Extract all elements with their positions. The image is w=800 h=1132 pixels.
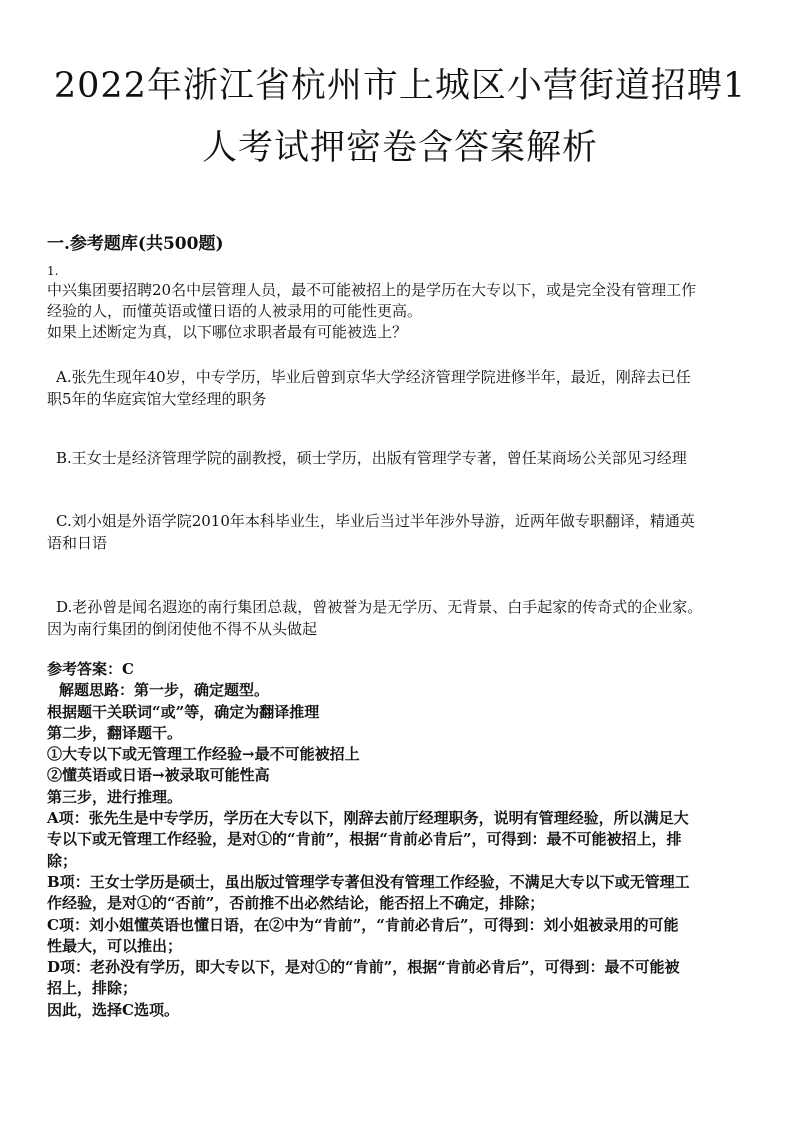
option-a-line: A.张先生现年40岁，中专学历，毕业后曾到京华大学经济管理学院进修半年，最近，刚辞去已任 [56,368,691,386]
answer-line: ①大专以下或无管理工作经验→最不可能被招上 [47,745,360,764]
option-b [47,447,766,469]
option-c-line: C.刘小姐是外语学院2010年本科毕业生，毕业后当过半年涉外导游，近两年做专职翻译，精通英 [56,512,695,530]
question-stem-line: 经验的人，而懂英语或懂日语的人被录用的可能性更高。 [47,302,423,320]
answer-line: B项：王女士学历是硕士，虽出版过管理学专著但没有管理工作经验，不满足大专以下或无管理工 [47,872,690,891]
option-d-line: 因为南行集团的倒闭使他不得不从头做起 [47,620,318,638]
option-d-line: D.老孙曾是闻名遐迩的南行集团总裁，曾被誉为是无学历、无背景、白手起家的传奇式的企业家。 [56,598,703,616]
answer-line: 因此，选择C选项。 [47,1000,179,1019]
answer-line: 专以下或无管理工作经验，是对①的“肯前”，根据“肯前必肯后”，可得到：最不可能被招上，排 [47,830,682,849]
answer-line: A项：张先生是中专学历，学历在大专以下，刚辞去前厅经理职务，说明有管理经验，所以满足大 [47,809,689,828]
answer-label: 参考答案：C [47,660,134,678]
question-stem-line: 中兴集团要招聘20名中层管理人员，最不可能被招上的是学历在大专以下，或是完全没有管理工作 [47,281,697,299]
answer-line: C项：刘小姐懂英语也懂日语，在②中为“肯前”，“肯前必肯后”，可得到：刘小姐被录用的可能 [47,915,679,934]
section-heading: 一.参考题库(共500题) [47,234,224,254]
option-d [47,596,766,640]
answer-line: D项：老孙没有学历，即大专以下，是对①的“肯前”，根据“肯前必肯后”，可得到：最不可能被 [47,958,680,977]
answer-line: 性最大，可以推出； [47,936,183,955]
option-c [47,510,766,554]
option-a [47,366,766,410]
question-stem-line: 如果上述断定为真，以下哪位求职者最有可能被选上？ [47,323,408,341]
answer-line: 第二步，翻译题干。 [47,723,183,742]
answer-line: 根据题干关联词“或”等，确定为翻译推理 [47,702,320,721]
option-a-line: 职5年的华庭宾馆大堂经理的职务 [47,390,267,408]
option-c-line: 语和日语 [47,534,108,552]
answer-line: 作经验，是对①的“否前”，否前推不出必然结论，能否招上不确定，排除； [47,894,545,913]
document-title-line-2: 人考试押密卷含答案解析 [201,128,598,168]
answer-line: 招上，排除； [47,979,138,998]
question-number: 1. [47,264,59,278]
answer-line: ②懂英语或日语→被录取可能性高 [47,766,270,785]
answer-line: 解题思路：第一步，确定题型。 [59,681,270,700]
question-stem [47,280,753,343]
answer-line: 除； [47,851,78,870]
document-title-line-1: 2022年浙江省杭州市上城区小营街道招聘1 [53,66,747,106]
option-b-line: B.王女士是经济管理学院的副教授，硕士学历，出版有管理学专著，曾任某商场公关部见习经理 [56,449,687,467]
answer-line: 第三步，进行推理。 [47,787,183,806]
answer-explanation [47,659,757,1021]
